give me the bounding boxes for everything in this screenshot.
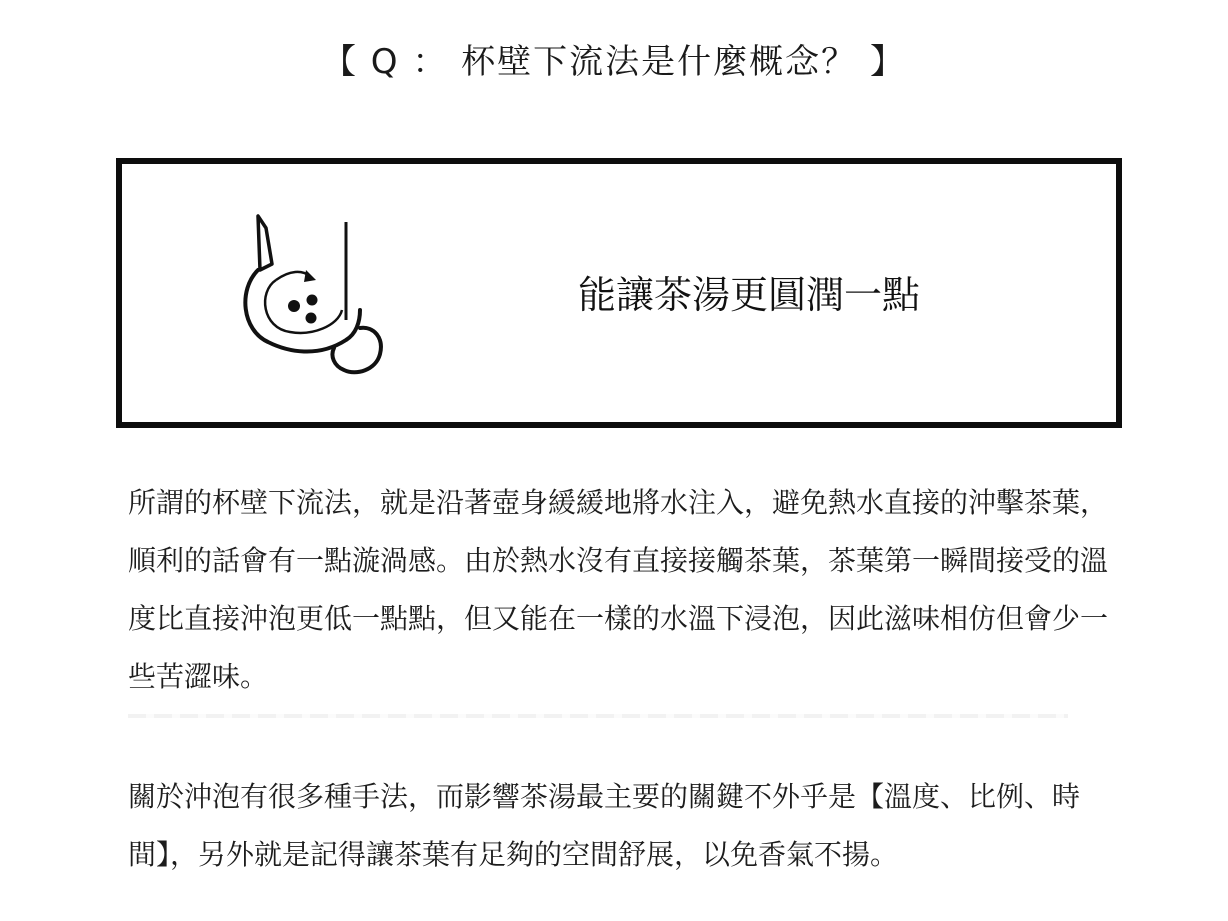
body-paragraph: 關於沖泡有很多種手法，而影響茶湯最主要的關鍵不外乎是【溫度、比例、時間】，另外就是記得讓茶葉有足夠的空間舒展，以免香氣不揚。 — [128, 780, 1081, 871]
question-title: 【 Q ： 杯壁下流法是什麼概念？ 】 — [322, 42, 906, 82]
body-paragraph: 所謂的杯壁下流法，就是沿著壺身緩緩地將水注入，避免熱水直接的沖擊茶葉，順利的話會有一點漩渦感。由於熱水沒有直接接觸茶葉，茶葉第一瞬間接受的溫度比直接沖泡更低一點點，但又能在一樣的水溫下浸泡，因此滋味相仿但會少一些苦澀味。 — [128, 486, 1109, 693]
answer-text: 能讓茶湯更圓潤一點 — [578, 273, 921, 317]
faint-divider — [128, 714, 1068, 718]
answer-box — [116, 158, 1122, 428]
pour-along-wall-icon — [238, 210, 388, 380]
